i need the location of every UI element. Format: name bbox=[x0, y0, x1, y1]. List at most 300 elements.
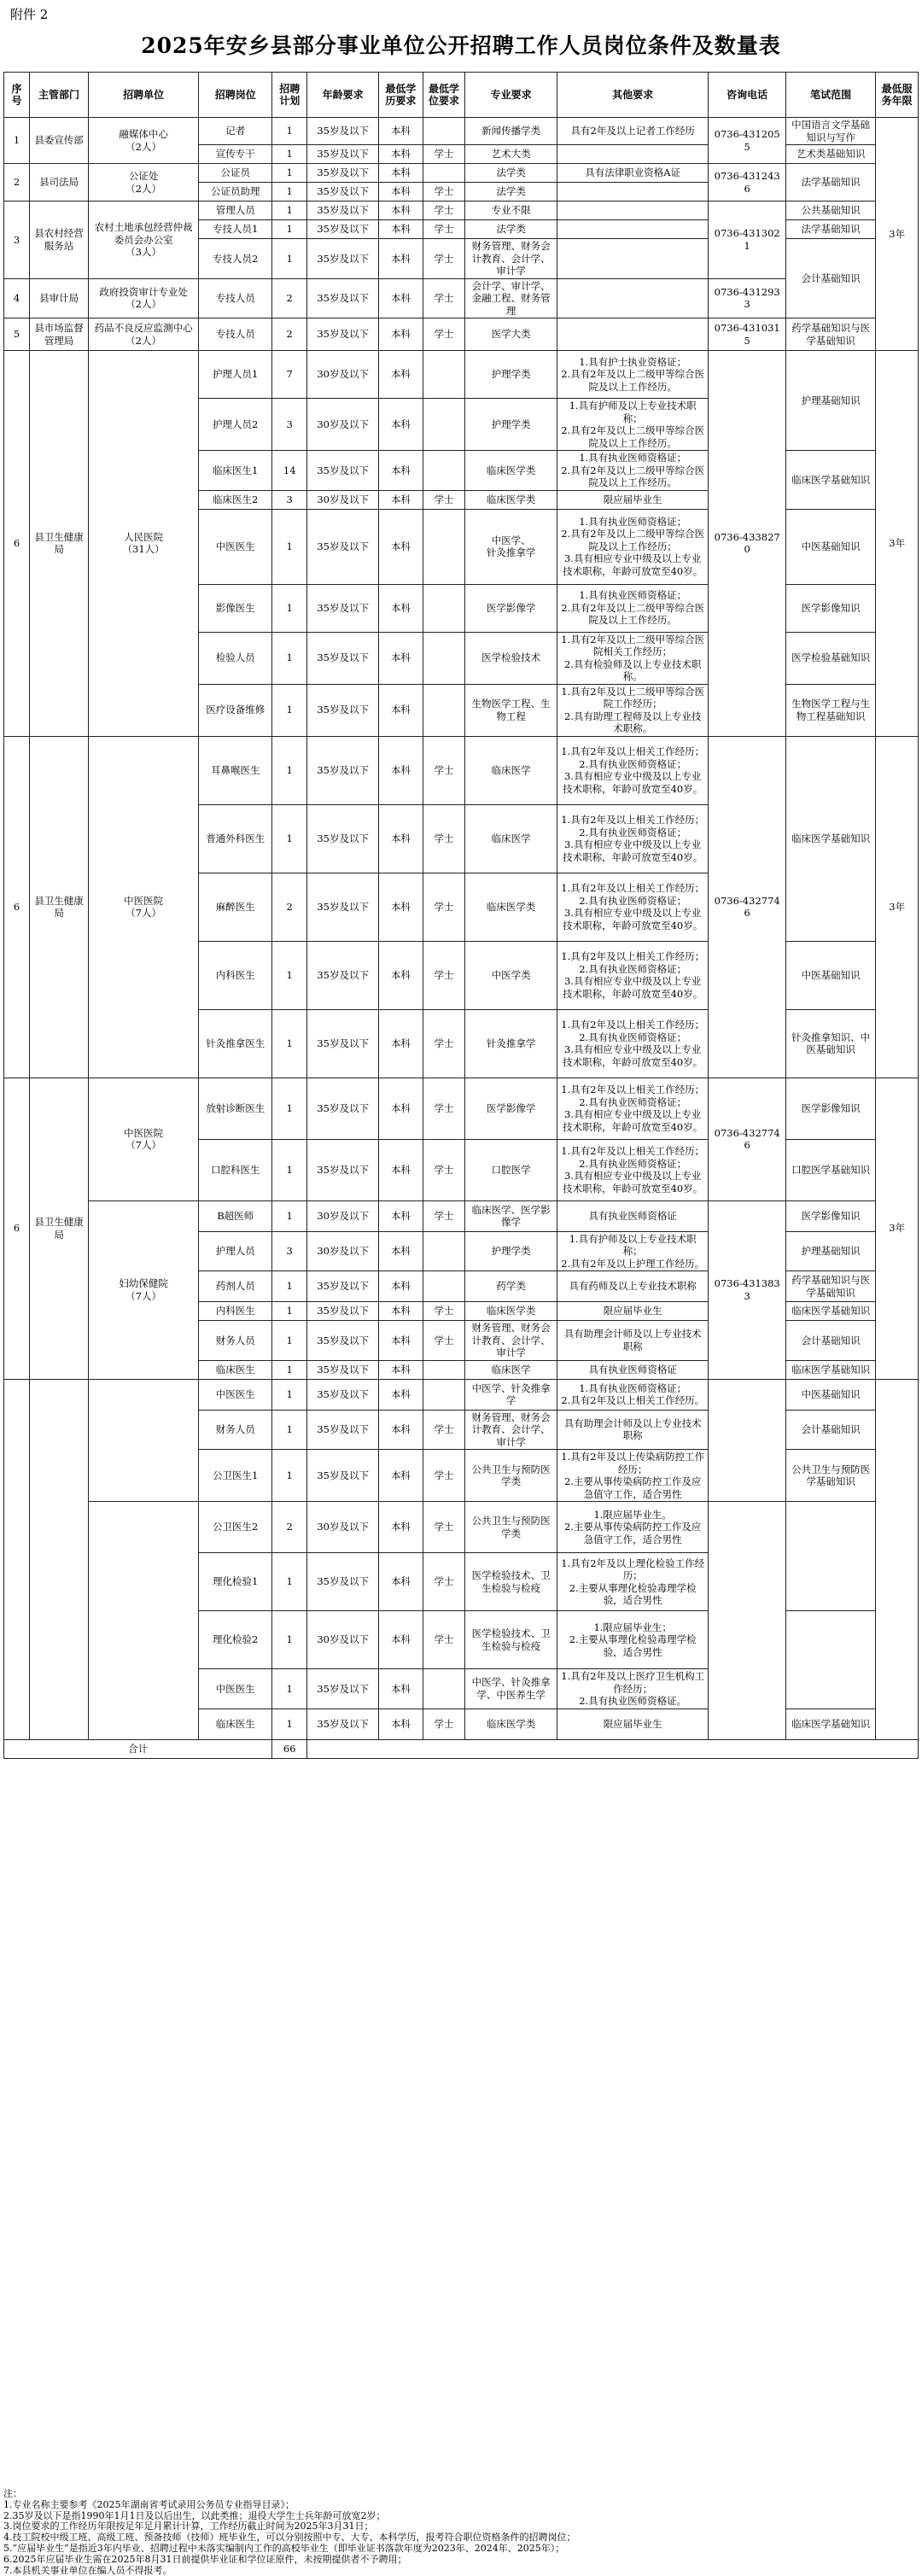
cell-degree: 学士 bbox=[423, 1553, 465, 1611]
cell-post: 药剂人员 bbox=[199, 1271, 272, 1302]
col-header-post: 招聘岗位 bbox=[199, 73, 272, 118]
cell-major: 临床医学类 bbox=[465, 1302, 557, 1321]
cell-edu: 本科 bbox=[379, 1302, 423, 1321]
cell-post: 公卫医生2 bbox=[199, 1502, 272, 1553]
cell-major: 临床医学 bbox=[465, 736, 557, 804]
cell-edu: 本科 bbox=[379, 399, 423, 451]
table-row bbox=[4, 1379, 919, 1410]
cell-other: 1.具有2年及以上传染病防控工作经历； 2.主要从事传染病防控工作及应急值守工作，适合男性 bbox=[557, 1450, 709, 1502]
col-header-degree: 最低学位要求 bbox=[423, 73, 465, 118]
cell-years: 3年 bbox=[876, 736, 919, 1078]
cell-unit: 中医医院 （7人） bbox=[89, 1078, 199, 1200]
cell-degree: 学士 bbox=[423, 1321, 465, 1361]
cell-exam: 临床医学基础知识 bbox=[785, 1360, 875, 1379]
total-row bbox=[4, 1739, 919, 1758]
cell-dept: 县卫生健康局 bbox=[30, 351, 89, 737]
cell-age: 35岁及以下 bbox=[307, 1302, 379, 1321]
cell-plan: 3 bbox=[272, 1231, 307, 1271]
attachment-label: 附件 2 bbox=[10, 7, 49, 22]
cell-edu: 本科 bbox=[379, 632, 423, 684]
cell-exam: 临床医学基础知识 bbox=[785, 1302, 875, 1321]
cell-age: 35岁及以下 bbox=[307, 684, 379, 736]
cell-major: 临床医学类 bbox=[465, 490, 557, 509]
positions-table bbox=[3, 72, 919, 1759]
cell-major: 医学大类 bbox=[465, 318, 557, 351]
table-row bbox=[4, 736, 919, 804]
footnote-line: 5.“应届毕业生”是指近3年内毕业、招聘过程中未落实编制内工作的高校毕业生（即毕业证书落款年度为2023年、2024年、2025年）； bbox=[3, 2543, 565, 2554]
cell-degree: 学士 bbox=[423, 736, 465, 804]
cell-other: 1.具有执业医师资格证； 2.具有2年及以上二级甲等综合医院及以上工作经历。 bbox=[557, 584, 709, 632]
cell-plan: 2 bbox=[272, 278, 307, 318]
footnote-line: 6.2025年应届毕业生需在2025年8月31日前提供毕业证和学位证原件，未按期提供者不予聘用； bbox=[3, 2554, 407, 2565]
cell-plan: 1 bbox=[272, 118, 307, 145]
cell-exam: 针灸推拿知识、中医基础知识 bbox=[785, 1009, 875, 1078]
col-header-no: 序号 bbox=[4, 73, 30, 118]
cell-unit bbox=[89, 1502, 199, 1740]
cell-exam: 法学基础知识 bbox=[785, 220, 875, 239]
cell-post: 中医医生 bbox=[199, 1669, 272, 1709]
cell-plan: 1 bbox=[272, 1379, 307, 1410]
cell-edu: 本科 bbox=[379, 1379, 423, 1410]
cell-age: 35岁及以下 bbox=[307, 220, 379, 239]
cell-post: 临床医生2 bbox=[199, 490, 272, 509]
cell-other: 限应届毕业生 bbox=[557, 1302, 709, 1321]
cell-degree: 学士 bbox=[423, 490, 465, 509]
cell-age: 35岁及以下 bbox=[307, 1271, 379, 1302]
cell-dept: 县审计局 bbox=[30, 278, 89, 318]
cell-plan: 1 bbox=[272, 584, 307, 632]
cell-post: 临床医生 bbox=[199, 1360, 272, 1379]
cell-plan: 1 bbox=[272, 1271, 307, 1302]
cell-age: 35岁及以下 bbox=[307, 145, 379, 164]
cell-post: 专技人员1 bbox=[199, 220, 272, 239]
cell-major: 公共卫生与预防医学类 bbox=[465, 1450, 557, 1502]
cell-edu: 本科 bbox=[379, 220, 423, 239]
cell-degree: 学士 bbox=[423, 1200, 465, 1231]
table-row bbox=[4, 1078, 919, 1139]
cell-degree: 学士 bbox=[423, 804, 465, 873]
cell-degree bbox=[423, 451, 465, 491]
cell-plan: 2 bbox=[272, 873, 307, 941]
cell-post: 医疗设备维修 bbox=[199, 684, 272, 736]
cell-edu: 本科 bbox=[379, 1231, 423, 1271]
cell-post: 记者 bbox=[199, 118, 272, 145]
cell-edu: 本科 bbox=[379, 164, 423, 183]
cell-exam: 会计基础知识 bbox=[785, 1321, 875, 1361]
cell-major: 针灸推拿学 bbox=[465, 1009, 557, 1078]
col-header-plan: 招聘计划 bbox=[272, 73, 307, 118]
cell-dept: 县市场监督管理局 bbox=[30, 318, 89, 351]
cell-edu: 本科 bbox=[379, 736, 423, 804]
cell-exam: 临床医学基础知识 bbox=[785, 736, 875, 941]
cell-major: 法学类 bbox=[465, 220, 557, 239]
cell-age: 35岁及以下 bbox=[307, 1321, 379, 1361]
cell-unit: 公证处 （2人） bbox=[89, 164, 199, 202]
cell-major: 临床医学类 bbox=[465, 451, 557, 491]
cell-age: 30岁及以下 bbox=[307, 1231, 379, 1271]
cell-post: 临床医生 bbox=[199, 1709, 272, 1739]
cell-degree bbox=[423, 1271, 465, 1302]
cell-years: 3年 bbox=[876, 351, 919, 737]
cell-exam: 护理基础知识 bbox=[785, 1231, 875, 1271]
cell-post: B超医师 bbox=[199, 1200, 272, 1231]
header-row bbox=[4, 73, 919, 118]
cell-post: 内科医生 bbox=[199, 941, 272, 1009]
cell-edu: 本科 bbox=[379, 1611, 423, 1669]
col-header-major: 专业要求 bbox=[465, 73, 557, 118]
cell-age: 35岁及以下 bbox=[307, 1450, 379, 1502]
cell-edu: 本科 bbox=[379, 278, 423, 318]
cell-plan: 1 bbox=[272, 202, 307, 220]
cell-plan: 1 bbox=[272, 1302, 307, 1321]
cell-plan: 1 bbox=[272, 1709, 307, 1739]
cell-other: 1.具有2年及以上医疗卫生机构工作经历； 2.具有执业医师资格证。 bbox=[557, 1669, 709, 1709]
footnote-line: 注： bbox=[3, 2489, 22, 2499]
cell-post: 麻醉医生 bbox=[199, 873, 272, 941]
cell-major: 中医学、针灸推拿学 bbox=[465, 1379, 557, 1410]
cell-dept: 县委宣传部 bbox=[30, 118, 89, 164]
footnote-line: 2.35岁及以下是指1990年1月1日及以后出生，以此类推；退役大学生士兵年龄可放宽2岁； bbox=[3, 2510, 386, 2521]
cell-other: 1.具有2年及以上相关工作经历； 2.具有执业医师资格证； 3.具有相应专业中级及以上专业技术职称，年龄可放宽至40岁。 bbox=[557, 1139, 709, 1200]
cell-major: 新闻传播学类 bbox=[465, 118, 557, 145]
cell-edu: 本科 bbox=[379, 490, 423, 509]
cell-edu: 本科 bbox=[379, 873, 423, 941]
footnote-line: 1.专业名称主要参考《2025年湖南省考试录用公务员专业指导目录》； bbox=[3, 2499, 295, 2510]
cell-other bbox=[557, 183, 709, 202]
cell-post: 财务人员 bbox=[199, 1410, 272, 1450]
cell-degree: 学士 bbox=[423, 1502, 465, 1553]
cell-degree bbox=[423, 1360, 465, 1379]
cell-other: 1.具有执业医师资格证； 2.具有2年及以上二级甲等综合医院及以上工作经历； 3.具有相应专业中级及以上专业技术职称，年龄可放宽至40岁。 bbox=[557, 509, 709, 584]
cell-exam: 药学基础知识与医学基础知识 bbox=[785, 1271, 875, 1302]
cell-age: 30岁及以下 bbox=[307, 1200, 379, 1231]
cell-no: 1 bbox=[4, 118, 30, 164]
cell-age: 35岁及以下 bbox=[307, 164, 379, 183]
cell-major: 医学检验技术、卫生检验与检疫 bbox=[465, 1611, 557, 1669]
cell-degree: 学士 bbox=[423, 278, 465, 318]
cell-phone: 0736-4338270 bbox=[709, 351, 785, 737]
cell-phone: 0736-4310315 bbox=[709, 318, 785, 351]
cell-post: 护理人员 bbox=[199, 1231, 272, 1271]
cell-major: 护理学类 bbox=[465, 1231, 557, 1271]
cell-post: 专技人员 bbox=[199, 318, 272, 351]
cell-age: 30岁及以下 bbox=[307, 1611, 379, 1669]
cell-age: 35岁及以下 bbox=[307, 1360, 379, 1379]
cell-exam: 临床医学基础知识 bbox=[785, 1709, 875, 1739]
cell-degree: 学士 bbox=[423, 239, 465, 279]
cell-post: 放射诊断医生 bbox=[199, 1078, 272, 1139]
cell-degree bbox=[423, 399, 465, 451]
cell-edu: 本科 bbox=[379, 1321, 423, 1361]
cell-other bbox=[557, 202, 709, 220]
cell-plan: 3 bbox=[272, 490, 307, 509]
cell-age: 35岁及以下 bbox=[307, 804, 379, 873]
cell-other: 1.具有2年及以上相关工作经历； 2.具有执业医师资格证； 3.具有相应专业中级及以上专业技术职称，年龄可放宽至40岁。 bbox=[557, 736, 709, 804]
cell-other: 1.具有执业医师资格证； 2.具有2年及以上二级甲等综合医院及以上工作经历。 bbox=[557, 451, 709, 491]
cell-edu: 本科 bbox=[379, 202, 423, 220]
cell-phone: 0736-4312055 bbox=[709, 118, 785, 164]
cell-post: 公卫医生1 bbox=[199, 1450, 272, 1502]
cell-post: 理化检验2 bbox=[199, 1611, 272, 1669]
cell-other: 具有2年及以上记者工作经历 bbox=[557, 118, 709, 145]
cell-major: 口腔医学 bbox=[465, 1139, 557, 1200]
cell-other: 具有法律职业资格A证 bbox=[557, 164, 709, 183]
cell-phone bbox=[709, 1379, 785, 1502]
cell-post: 影像医生 bbox=[199, 584, 272, 632]
cell-major: 医学检验技术、卫生检验与检疫 bbox=[465, 1553, 557, 1611]
cell-age: 35岁及以下 bbox=[307, 873, 379, 941]
cell-phone: 0736-4327746 bbox=[709, 736, 785, 1078]
cell-no bbox=[4, 1379, 30, 1739]
cell-major: 临床医学、医学影像学 bbox=[465, 1200, 557, 1231]
cell-other bbox=[557, 318, 709, 351]
cell-age: 35岁及以下 bbox=[307, 632, 379, 684]
cell-post: 护理人员1 bbox=[199, 351, 272, 399]
cell-post: 内科医生 bbox=[199, 1302, 272, 1321]
cell-edu: 本科 bbox=[379, 1360, 423, 1379]
cell-years: 3年 bbox=[876, 1078, 919, 1379]
cell-edu: 本科 bbox=[379, 584, 423, 632]
cell-edu: 本科 bbox=[379, 318, 423, 351]
footnotes bbox=[3, 2489, 919, 2576]
cell-plan: 2 bbox=[272, 1502, 307, 1553]
cell-exam: 口腔医学基础知识 bbox=[785, 1139, 875, 1200]
cell-edu: 本科 bbox=[379, 1271, 423, 1302]
cell-major: 财务管理、财务会计教育、会计学、审计学 bbox=[465, 239, 557, 279]
cell-post: 中医医生 bbox=[199, 1379, 272, 1410]
cell-post: 财务人员 bbox=[199, 1321, 272, 1361]
cell-no: 6 bbox=[4, 1078, 30, 1379]
cell-age: 35岁及以下 bbox=[307, 318, 379, 351]
cell-edu: 本科 bbox=[379, 451, 423, 491]
cell-exam: 会计基础知识 bbox=[785, 1410, 875, 1450]
cell-degree: 学士 bbox=[423, 1709, 465, 1739]
cell-edu: 本科 bbox=[379, 1450, 423, 1502]
cell-major: 临床医学类 bbox=[465, 873, 557, 941]
cell-unit bbox=[89, 1379, 199, 1502]
cell-degree: 学士 bbox=[423, 1450, 465, 1502]
table-row bbox=[4, 118, 919, 145]
cell-age: 35岁及以下 bbox=[307, 736, 379, 804]
cell-other: 1.具有护师及以上专业技术职称； 2.具有2年及以上二级甲等综合医院及以上工作经历。 bbox=[557, 399, 709, 451]
cell-major: 护理学类 bbox=[465, 351, 557, 399]
cell-degree: 学士 bbox=[423, 1078, 465, 1139]
total-label: 合计 bbox=[4, 1739, 272, 1758]
cell-exam: 中医基础知识 bbox=[785, 509, 875, 584]
cell-degree bbox=[423, 351, 465, 399]
cell-age: 35岁及以下 bbox=[307, 1669, 379, 1709]
cell-edu: 本科 bbox=[379, 118, 423, 145]
table-row bbox=[4, 202, 919, 220]
cell-age: 35岁及以下 bbox=[307, 584, 379, 632]
cell-degree: 学士 bbox=[423, 1139, 465, 1200]
cell-exam: 公共卫生与预防医学基础知识 bbox=[785, 1450, 875, 1502]
cell-exam: 护理基础知识 bbox=[785, 351, 875, 451]
cell-age: 35岁及以下 bbox=[307, 509, 379, 584]
cell-edu: 本科 bbox=[379, 804, 423, 873]
cell-other: 1.具有2年及以上二级甲等综合医院工作经历； 2.具有助理工程师及以上专业技术职称。 bbox=[557, 684, 709, 736]
cell-other bbox=[557, 278, 709, 318]
cell-major: 临床医学 bbox=[465, 1360, 557, 1379]
cell-degree: 学士 bbox=[423, 1009, 465, 1078]
cell-plan: 1 bbox=[272, 509, 307, 584]
table-row bbox=[4, 351, 919, 399]
cell-age: 35岁及以下 bbox=[307, 239, 379, 279]
cell-plan: 3 bbox=[272, 399, 307, 451]
cell-dept: 县卫生健康局 bbox=[30, 736, 89, 1078]
cell-other: 1.限应届毕业生； 2.主要从事理化检验毒理学检验，适合男性 bbox=[557, 1611, 709, 1669]
cell-plan: 1 bbox=[272, 220, 307, 239]
cell-edu: 本科 bbox=[379, 1139, 423, 1200]
cell-major: 临床医学类 bbox=[465, 1709, 557, 1739]
cell-degree: 学士 bbox=[423, 220, 465, 239]
cell-post: 耳鼻喉医生 bbox=[199, 736, 272, 804]
col-header-age: 年龄要求 bbox=[307, 73, 379, 118]
cell-age: 30岁及以下 bbox=[307, 490, 379, 509]
cell-other: 1.具有2年及以上相关工作经历； 2.具有执业医师资格证； 3.具有相应专业中级及以上专业技术职称，年龄可放宽至40岁。 bbox=[557, 804, 709, 873]
cell-age: 35岁及以下 bbox=[307, 1078, 379, 1139]
cell-degree: 学士 bbox=[423, 1410, 465, 1450]
cell-unit: 中医医院 （7人） bbox=[89, 736, 199, 1078]
cell-degree bbox=[423, 164, 465, 183]
cell-dept bbox=[30, 1379, 89, 1739]
cell-years bbox=[876, 1379, 919, 1739]
cell-post: 护理人员2 bbox=[199, 399, 272, 451]
cell-major: 中医学、 针灸推拿学 bbox=[465, 509, 557, 584]
total-empty bbox=[307, 1739, 919, 1758]
cell-other: 限应届毕业生 bbox=[557, 1709, 709, 1739]
cell-plan: 1 bbox=[272, 1321, 307, 1361]
cell-plan: 1 bbox=[272, 804, 307, 873]
cell-other: 1.具有2年及以上相关工作经历； 2.具有执业医师资格证； 3.具有相应专业中级及以上专业技术职称，年龄可放宽至40岁。 bbox=[557, 873, 709, 941]
cell-exam: 医学影像知识 bbox=[785, 584, 875, 632]
cell-age: 35岁及以下 bbox=[307, 1553, 379, 1611]
cell-edu: 本科 bbox=[379, 351, 423, 399]
cell-post: 专技人员2 bbox=[199, 239, 272, 279]
cell-plan: 1 bbox=[272, 1611, 307, 1669]
cell-plan: 1 bbox=[272, 1139, 307, 1200]
cell-phone bbox=[709, 1502, 785, 1740]
col-header-edu: 最低学历要求 bbox=[379, 73, 423, 118]
cell-edu: 本科 bbox=[379, 509, 423, 584]
cell-post: 专技人员 bbox=[199, 278, 272, 318]
cell-degree: 学士 bbox=[423, 145, 465, 164]
cell-no: 6 bbox=[4, 736, 30, 1078]
cell-exam: 艺术类基础知识 bbox=[785, 145, 875, 164]
cell-plan: 1 bbox=[272, 736, 307, 804]
cell-major: 中医学类 bbox=[465, 941, 557, 1009]
cell-major: 临床医学 bbox=[465, 804, 557, 873]
cell-post: 公证员助理 bbox=[199, 183, 272, 202]
cell-degree bbox=[423, 1379, 465, 1410]
cell-major: 中医学、针灸推拿学、中医养生学 bbox=[465, 1669, 557, 1709]
cell-degree: 学士 bbox=[423, 1302, 465, 1321]
footnote-line: 3.岗位要求的工作经历年限按足年足月累计计算，工作经历截止时间为2025年3月31日； bbox=[3, 2521, 374, 2532]
cell-exam: 医学检验基础知识 bbox=[785, 632, 875, 684]
cell-no: 3 bbox=[4, 202, 30, 279]
cell-post: 口腔科医生 bbox=[199, 1139, 272, 1200]
table-row bbox=[4, 278, 919, 318]
footnote-line: 7.本县机关事业单位在编人员不得报考。 bbox=[3, 2565, 172, 2576]
cell-degree bbox=[423, 584, 465, 632]
cell-age: 35岁及以下 bbox=[307, 1139, 379, 1200]
cell-exam: 会计基础知识 bbox=[785, 239, 875, 318]
cell-age: 30岁及以下 bbox=[307, 399, 379, 451]
cell-phone: 0736-4313833 bbox=[709, 1200, 785, 1379]
cell-post: 中医医生 bbox=[199, 509, 272, 584]
cell-exam: 医学影像知识 bbox=[785, 1200, 875, 1231]
cell-phone: 0736-4312933 bbox=[709, 278, 785, 318]
page-title: 2025年安乡县部分事业单位公开招聘工作人员岗位条件及数量表 bbox=[141, 33, 781, 58]
cell-degree: 学士 bbox=[423, 941, 465, 1009]
cell-other: 限应届毕业生 bbox=[557, 490, 709, 509]
cell-major: 药学类 bbox=[465, 1271, 557, 1302]
cell-other: 1.具有2年及以上二级甲等综合医院相关工作经历； 2.具有检验师及以上专业技术职称。 bbox=[557, 632, 709, 684]
cell-other: 1.具有执业医师资格证； 2.具有2年及以上相关工作经历。 bbox=[557, 1379, 709, 1410]
cell-other: 1.具有护师及以上专业技术职称； 2.具有2年及以上护理工作经历。 bbox=[557, 1231, 709, 1271]
cell-plan: 1 bbox=[272, 145, 307, 164]
cell-edu: 本科 bbox=[379, 1200, 423, 1231]
col-header-years: 最低服务年限 bbox=[876, 73, 919, 118]
cell-major: 医学检验技术 bbox=[465, 632, 557, 684]
cell-no: 6 bbox=[4, 351, 30, 737]
cell-edu: 本科 bbox=[379, 1502, 423, 1553]
cell-degree bbox=[423, 684, 465, 736]
cell-exam: 药学基础知识与医学基础知识 bbox=[785, 318, 875, 351]
col-header-exam: 笔试范围 bbox=[785, 73, 875, 118]
cell-age: 30岁及以下 bbox=[307, 351, 379, 399]
cell-degree: 学士 bbox=[423, 873, 465, 941]
cell-other: 1.具有2年及以上相关工作经历； 2.具有执业医师资格证； 3.具有相应专业中级及以上专业技术职称，年龄可放宽至40岁。 bbox=[557, 941, 709, 1009]
cell-degree bbox=[423, 118, 465, 145]
cell-plan: 2 bbox=[272, 318, 307, 351]
table-row bbox=[4, 1502, 919, 1553]
cell-unit: 政府投资审计专业处 （2人） bbox=[89, 278, 199, 318]
cell-age: 35岁及以下 bbox=[307, 1009, 379, 1078]
cell-plan: 14 bbox=[272, 451, 307, 491]
cell-no: 4 bbox=[4, 278, 30, 318]
cell-edu: 本科 bbox=[379, 684, 423, 736]
cell-major: 护理学类 bbox=[465, 399, 557, 451]
table-row bbox=[4, 1200, 919, 1231]
cell-major: 会计学、审计学、金融工程、财务管理 bbox=[465, 278, 557, 318]
cell-edu: 本科 bbox=[379, 1553, 423, 1611]
cell-exam: 生物医学工程与生物工程基础知识 bbox=[785, 684, 875, 736]
total-plan: 66 bbox=[272, 1739, 307, 1758]
cell-edu: 本科 bbox=[379, 1078, 423, 1139]
cell-edu: 本科 bbox=[379, 941, 423, 1009]
cell-exam bbox=[785, 1502, 875, 1611]
cell-degree bbox=[423, 632, 465, 684]
cell-degree: 学士 bbox=[423, 1611, 465, 1669]
cell-phone: 0736-4313021 bbox=[709, 202, 785, 279]
cell-edu: 本科 bbox=[379, 1709, 423, 1739]
cell-post: 普通外科医生 bbox=[199, 804, 272, 873]
cell-unit: 人民医院 （31人） bbox=[89, 351, 199, 737]
cell-other: 具有执业医师资格证 bbox=[557, 1200, 709, 1231]
cell-post: 针灸推拿医生 bbox=[199, 1009, 272, 1078]
cell-other: 1.限应届毕业生。 2.主要从事传染病防控工作及应急值守工作，适合男性 bbox=[557, 1502, 709, 1553]
cell-major: 法学类 bbox=[465, 164, 557, 183]
cell-phone: 0736-4327746 bbox=[709, 1078, 785, 1200]
cell-other bbox=[557, 239, 709, 279]
cell-other bbox=[557, 220, 709, 239]
footnote-line: 4.技工院校中级工班、高级工班、预备技师（技师）班毕业生，可以分别按照中专、大专、本科学历，报考符合职位资格条件的招聘岗位； bbox=[3, 2532, 576, 2544]
table-row bbox=[4, 164, 919, 183]
cell-major: 生物医学工程、生物工程 bbox=[465, 684, 557, 736]
cell-dept: 县卫生健康局 bbox=[30, 1078, 89, 1379]
cell-age: 35岁及以下 bbox=[307, 202, 379, 220]
